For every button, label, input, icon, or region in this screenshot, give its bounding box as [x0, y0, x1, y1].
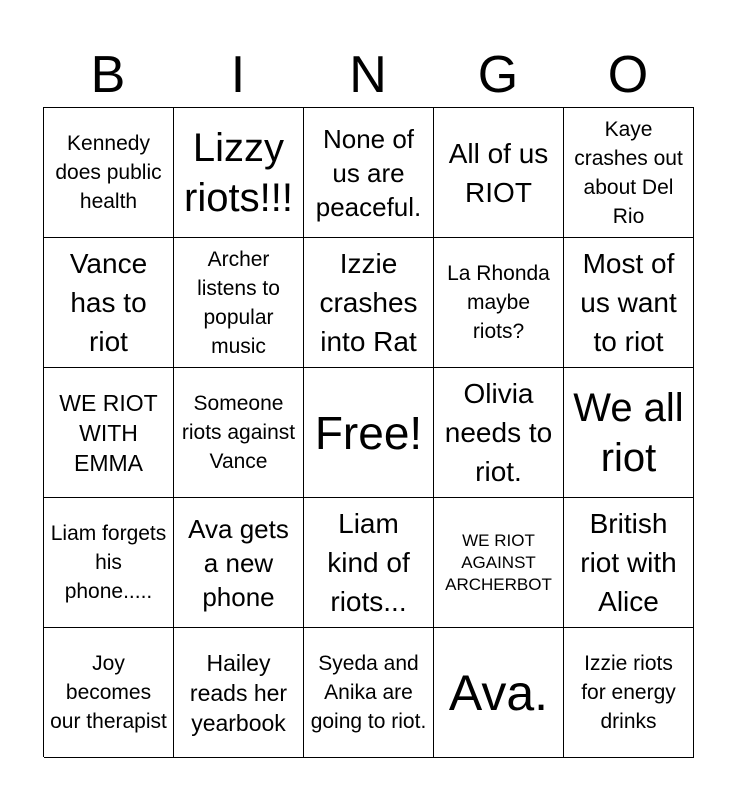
cell-text: Joy becomes our therapist	[50, 652, 167, 733]
bingo-cell-r3c1[interactable]	[44, 368, 174, 498]
cell-text: Most of us want to riot	[580, 248, 677, 357]
cell-text: La Rhonda maybe riots?	[447, 262, 550, 343]
bingo-cell-r2c4[interactable]	[434, 238, 564, 368]
cell-text: Kennedy does public health	[55, 132, 162, 213]
bingo-cell-r1c4[interactable]	[434, 108, 564, 238]
cell-text: Hailey reads her yearbook	[189, 649, 288, 736]
bingo-cell-r2c3[interactable]	[304, 238, 434, 368]
cell-text: All of us RIOT	[448, 137, 549, 208]
cell-text: We all riot	[573, 385, 684, 480]
bingo-cell-r5c4[interactable]	[434, 628, 564, 758]
bingo-cell-r2c2[interactable]	[174, 238, 304, 368]
cell-text: Syeda and Anika are going to riot.	[310, 652, 427, 733]
bingo-header	[43, 44, 693, 106]
bingo-cell-r5c3[interactable]	[304, 628, 434, 758]
bingo-cell-r3c5[interactable]	[564, 368, 694, 498]
cell-text: Kaye crashes out about Del Rio	[574, 117, 683, 228]
bingo-board	[43, 107, 694, 757]
cell-text: Liam forgets his phone.....	[50, 522, 167, 603]
bingo-cell-r5c1[interactable]	[44, 628, 174, 758]
cell-text: Izzie riots for energy drinks	[581, 652, 676, 733]
bingo-cell-r4c4[interactable]	[434, 498, 564, 628]
bingo-cell-r3c2[interactable]	[174, 368, 304, 498]
cell-text: Ava gets a new phone	[188, 513, 289, 612]
free-space-text: Free!	[314, 406, 423, 459]
bingo-cell-r4c5[interactable]	[564, 498, 694, 628]
cell-text: British riot with Alice	[580, 508, 677, 617]
bingo-cell-r1c1[interactable]	[44, 108, 174, 238]
bingo-cell-r3c3[interactable]	[304, 368, 434, 498]
header-letter-i: I	[230, 46, 246, 104]
cell-text: Someone riots against Vance	[181, 392, 296, 473]
cell-text: Ava.	[448, 664, 549, 721]
cell-text: Izzie crashes into Rat	[319, 248, 418, 357]
cell-text: Vance has to riot	[69, 248, 148, 357]
cell-text: Archer listens to popular music	[197, 247, 280, 358]
bingo-cell-r1c3[interactable]	[304, 108, 434, 238]
header-letter-o: O	[607, 46, 649, 104]
header-letter-b: B	[90, 46, 126, 104]
bingo-cell-r2c5[interactable]	[564, 238, 694, 368]
cell-text: Liam kind of riots...	[327, 508, 410, 617]
cell-text: WE RIOT AGAINST ARCHERBOT	[445, 530, 552, 594]
cell-text: WE RIOT WITH EMMA	[59, 389, 158, 476]
bingo-cell-r3c4[interactable]	[434, 368, 564, 498]
bingo-cell-r5c2[interactable]	[174, 628, 304, 758]
bingo-cell-r4c3[interactable]	[304, 498, 434, 628]
header-letter-n: N	[349, 46, 387, 104]
header-letter-g: G	[477, 46, 519, 104]
cell-text: Lizzy riots!!!	[184, 125, 293, 220]
cell-text: Olivia needs to riot.	[444, 378, 553, 487]
bingo-cell-r5c5[interactable]	[564, 628, 694, 758]
cell-text: None of us are peaceful.	[315, 123, 422, 222]
bingo-cell-r4c1[interactable]	[44, 498, 174, 628]
bingo-cell-r1c5[interactable]	[564, 108, 694, 238]
bingo-cell-r1c2[interactable]	[174, 108, 304, 238]
bingo-cell-r2c1[interactable]	[44, 238, 174, 368]
bingo-cell-r4c2[interactable]	[174, 498, 304, 628]
